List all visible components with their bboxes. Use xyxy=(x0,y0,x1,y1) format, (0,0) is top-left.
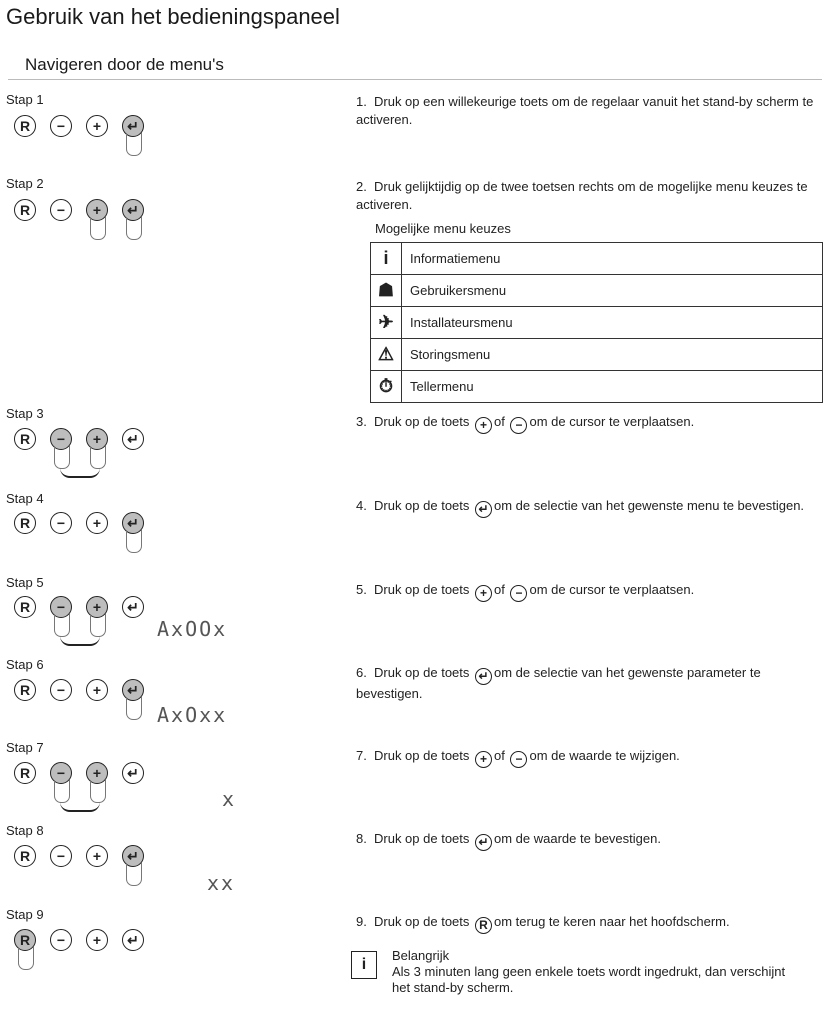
instruction-3 xyxy=(356,413,816,434)
instruction-text: of xyxy=(494,748,505,763)
menu-item-label: Gebruikersmenu xyxy=(402,275,823,307)
lcd-display: AxOxx xyxy=(157,703,228,727)
enter-button-icon: ↵ xyxy=(122,428,144,450)
instruction-6 xyxy=(356,664,816,703)
instruction-text: om de cursor te verplaatsen. xyxy=(529,582,695,597)
swap-arrow-icon xyxy=(60,468,100,478)
instruction-text: of xyxy=(494,414,505,429)
instruction-text: Druk op de toets xyxy=(374,582,470,597)
instruction-5 xyxy=(356,581,816,602)
instruction-text: om de waarde te wijzigen. xyxy=(529,748,680,763)
minus-button-icon: − xyxy=(50,679,72,701)
minus-button-icon: − xyxy=(510,585,527,602)
r-button-icon: R xyxy=(14,762,36,784)
enter-button-icon: ↵ xyxy=(122,679,144,701)
menu-item-label: Tellermenu xyxy=(402,371,823,403)
instruction-1 xyxy=(356,93,816,129)
step-label-1: Stap 1 xyxy=(6,92,44,107)
plus-button-icon: + xyxy=(86,845,108,867)
plus-button-icon: + xyxy=(475,585,492,602)
step-label-6: Stap 6 xyxy=(6,657,44,672)
instruction-text: om de selectie van het gewenste menu te bevestigen. xyxy=(494,498,805,513)
instruction-text: of xyxy=(494,582,505,597)
note-title: Belangrijk xyxy=(392,948,450,963)
instruction-number: 5. xyxy=(356,582,367,597)
user-icon: ☗ xyxy=(371,275,402,307)
enter-button-icon: ↵ xyxy=(122,596,144,618)
step-label-9: Stap 9 xyxy=(6,907,44,922)
finger-icon xyxy=(90,780,106,803)
instruction-text: om de selectie van het gewenste parameter te bevestigen. xyxy=(356,665,761,701)
enter-button-icon: ↵ xyxy=(475,834,492,851)
instruction-8 xyxy=(356,830,816,851)
timer-icon: ⏱ xyxy=(371,371,402,403)
plus-button-icon: + xyxy=(86,679,108,701)
table-row xyxy=(371,371,823,403)
instruction-text: Druk op de toets xyxy=(374,665,470,680)
lcd-display: xx xyxy=(207,871,236,895)
instruction-2 xyxy=(356,178,816,214)
swap-arrow-icon xyxy=(60,802,100,812)
swap-arrow-icon xyxy=(60,636,100,646)
enter-button-icon: ↵ xyxy=(122,762,144,784)
instruction-4 xyxy=(356,497,816,518)
finger-icon xyxy=(126,530,142,553)
instruction-text: om de waarde te bevestigen. xyxy=(494,831,661,846)
instruction-text: Druk op de toets xyxy=(374,498,470,513)
finger-icon xyxy=(126,697,142,720)
instruction-text: Druk op een willekeurige toets om de regelaar vanuit het stand-by scherm te activeren. xyxy=(356,94,814,127)
menu-item-label: Informatiemenu xyxy=(402,243,823,275)
enter-button-icon: ↵ xyxy=(475,668,492,685)
minus-button-icon: − xyxy=(50,115,72,137)
plus-button-icon: + xyxy=(86,929,108,951)
plus-button-icon: + xyxy=(86,428,108,450)
menu-item-label: Storingsmenu xyxy=(402,339,823,371)
step-label-4: Stap 4 xyxy=(6,491,44,506)
info-icon: i xyxy=(371,243,402,275)
menu-item-label: Installateursmenu xyxy=(402,307,823,339)
minus-button-icon: − xyxy=(50,845,72,867)
enter-button-icon: ↵ xyxy=(122,199,144,221)
minus-button-icon: − xyxy=(50,199,72,221)
instruction-number: 4. xyxy=(356,498,367,513)
r-button-icon: R xyxy=(14,929,36,951)
divider xyxy=(8,79,822,80)
instruction-number: 2. xyxy=(356,179,367,194)
instruction-number: 6. xyxy=(356,665,367,680)
installer-icon: ✈ xyxy=(371,307,402,339)
minus-button-icon: − xyxy=(510,751,527,768)
step-label-3: Stap 3 xyxy=(6,406,44,421)
r-button-icon: R xyxy=(14,845,36,867)
plus-button-icon: + xyxy=(475,751,492,768)
finger-icon xyxy=(126,863,142,886)
finger-icon xyxy=(54,780,70,803)
instruction-text: om de cursor te verplaatsen. xyxy=(529,414,695,429)
minus-button-icon: − xyxy=(50,762,72,784)
instruction-number: 1. xyxy=(356,94,367,109)
minus-button-icon: − xyxy=(50,596,72,618)
instruction-text: Druk op de toets xyxy=(374,414,470,429)
r-button-icon: R xyxy=(14,512,36,534)
instruction-9 xyxy=(356,913,816,934)
enter-button-icon: ↵ xyxy=(475,501,492,518)
r-button-icon: R xyxy=(475,917,492,934)
menu-table-heading: Mogelijke menu keuzes xyxy=(375,221,511,236)
table-row xyxy=(371,243,823,275)
enter-button-icon: ↵ xyxy=(122,929,144,951)
plus-button-icon: + xyxy=(475,417,492,434)
table-row xyxy=(371,275,823,307)
instruction-text: Druk gelijktijdig op de twee toetsen rechts om de mogelijke menu keuzes te activeren. xyxy=(356,179,808,212)
instruction-number: 7. xyxy=(356,748,367,763)
instruction-text: om terug te keren naar het hoofdscherm. xyxy=(494,914,730,929)
minus-button-icon: − xyxy=(50,428,72,450)
finger-icon xyxy=(90,614,106,637)
plus-button-icon: + xyxy=(86,115,108,137)
instruction-number: 9. xyxy=(356,914,367,929)
minus-button-icon: − xyxy=(510,417,527,434)
finger-icon xyxy=(90,217,106,240)
finger-icon xyxy=(54,614,70,637)
enter-button-icon: ↵ xyxy=(122,845,144,867)
plus-button-icon: + xyxy=(86,596,108,618)
r-button-icon: R xyxy=(14,199,36,221)
table-row xyxy=(371,339,823,371)
finger-icon xyxy=(126,217,142,240)
note-text: Als 3 minuten lang geen enkele toets wordt ingedrukt, dan verschijnt het stand-by scherm. xyxy=(392,964,786,995)
instruction-number: 8. xyxy=(356,831,367,846)
plus-button-icon: + xyxy=(86,512,108,534)
instruction-text: Druk op de toets xyxy=(374,831,470,846)
finger-icon xyxy=(18,947,34,970)
minus-button-icon: − xyxy=(50,929,72,951)
info-icon: i xyxy=(351,951,377,979)
step-label-5: Stap 5 xyxy=(6,575,44,590)
r-button-icon: R xyxy=(14,428,36,450)
plus-button-icon: + xyxy=(86,199,108,221)
enter-button-icon: ↵ xyxy=(122,115,144,137)
enter-button-icon: ↵ xyxy=(122,512,144,534)
warning-icon: ⚠ xyxy=(371,339,402,371)
instruction-text: Druk op de toets xyxy=(374,914,470,929)
menu-options-table xyxy=(370,242,823,403)
instruction-number: 3. xyxy=(356,414,367,429)
instruction-7 xyxy=(356,747,816,768)
r-button-icon: R xyxy=(14,115,36,137)
finger-icon xyxy=(54,446,70,469)
lcd-display: x xyxy=(222,787,237,811)
section-title: Navigeren door de menu's xyxy=(25,55,224,74)
instruction-text: Druk op de toets xyxy=(374,748,470,763)
step-label-7: Stap 7 xyxy=(6,740,44,755)
minus-button-icon: − xyxy=(50,512,72,534)
step-label-8: Stap 8 xyxy=(6,823,44,838)
finger-icon xyxy=(90,446,106,469)
r-button-icon: R xyxy=(14,596,36,618)
plus-button-icon: + xyxy=(86,762,108,784)
finger-icon xyxy=(126,133,142,156)
lcd-display: AxOOx xyxy=(157,617,228,641)
table-row xyxy=(371,307,823,339)
page-title: Gebruik van het bedieningspaneel xyxy=(6,4,340,29)
r-button-icon: R xyxy=(14,679,36,701)
step-label-2: Stap 2 xyxy=(6,176,44,191)
